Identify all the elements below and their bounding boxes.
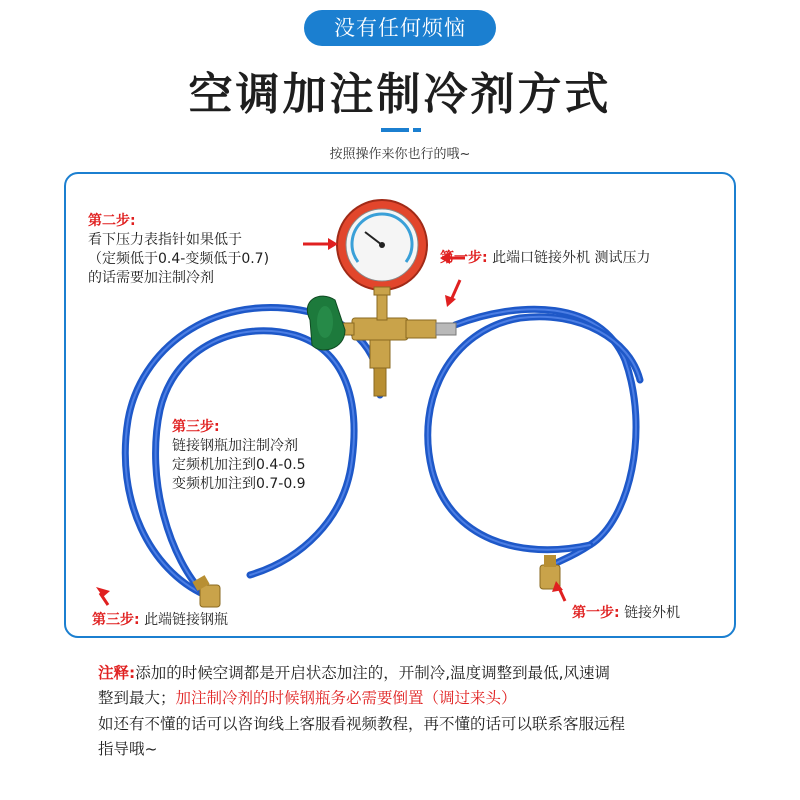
right-arrow-icon: [96, 587, 110, 605]
step3-mid-label: 第三步:: [172, 419, 220, 435]
left-hose-end-fitting: [200, 585, 220, 607]
note-line4: 指导哦~: [98, 740, 158, 758]
step3-bottom-text: 此端链接钢瓶: [144, 612, 229, 628]
valve-knob: [307, 296, 345, 350]
step2-line3: 的话需要加注制冷剂: [88, 270, 214, 286]
up-arrow-icon: [445, 280, 460, 307]
note-warning: 加注制冷剂的时候钢瓶务必需要倒置（调过来头）: [175, 689, 517, 707]
page-title: 空调加注制冷剂方式: [188, 69, 612, 120]
step1-top-text: 此端口链接外机 测试压力: [492, 250, 651, 266]
step3-mid-annotation: [172, 418, 306, 494]
step3-mid-line3: 变频机加注到0.7-0.9: [172, 476, 306, 492]
step1-top-annotation: [440, 249, 651, 268]
header-pill: 没有任何烦恼: [304, 10, 496, 46]
pressure-gauge: [337, 200, 427, 295]
note-line1-text: 添加的时候空调都是开启状态加注的，开制冷,温度调整到最低,风速调: [135, 664, 611, 682]
step2-line1: 看下压力表指针如果低于: [88, 232, 242, 248]
note-line1: [98, 661, 610, 683]
step3-bottom-annotation: [92, 611, 228, 630]
step1-bottom-label: 第一步:: [572, 605, 620, 621]
step3-bottom-label: 第三步:: [92, 612, 140, 628]
step1-top-label: 第一步:: [440, 250, 488, 266]
right-hose-inner: [428, 317, 640, 550]
step1-bottom-annotation: [572, 604, 680, 623]
note-line2: [98, 686, 517, 708]
step3-mid-line1: 链接钢瓶加注制冷剂: [172, 438, 298, 454]
right-arrow-icon: [303, 238, 338, 250]
step2-label: 第二步:: [88, 213, 136, 229]
page-subtitle: 按照操作来你也行的哦~: [329, 147, 471, 162]
step3-mid-line2: 定频机加注到0.4-0.5: [172, 457, 306, 473]
note-line3: 如还有不懂的话可以咨询线上客服看视频教程，再不懂的话可以联系客服远程: [98, 715, 626, 733]
note-line2-text: 整到最大；: [98, 689, 176, 707]
step1-bottom-text: 链接外机: [624, 605, 681, 621]
note-label: 注释:: [98, 664, 136, 682]
step2-annotation: [88, 212, 269, 288]
manifold-body: [352, 318, 408, 340]
step2-line2: （定频低于0.4-变频低于0.7): [88, 251, 270, 267]
